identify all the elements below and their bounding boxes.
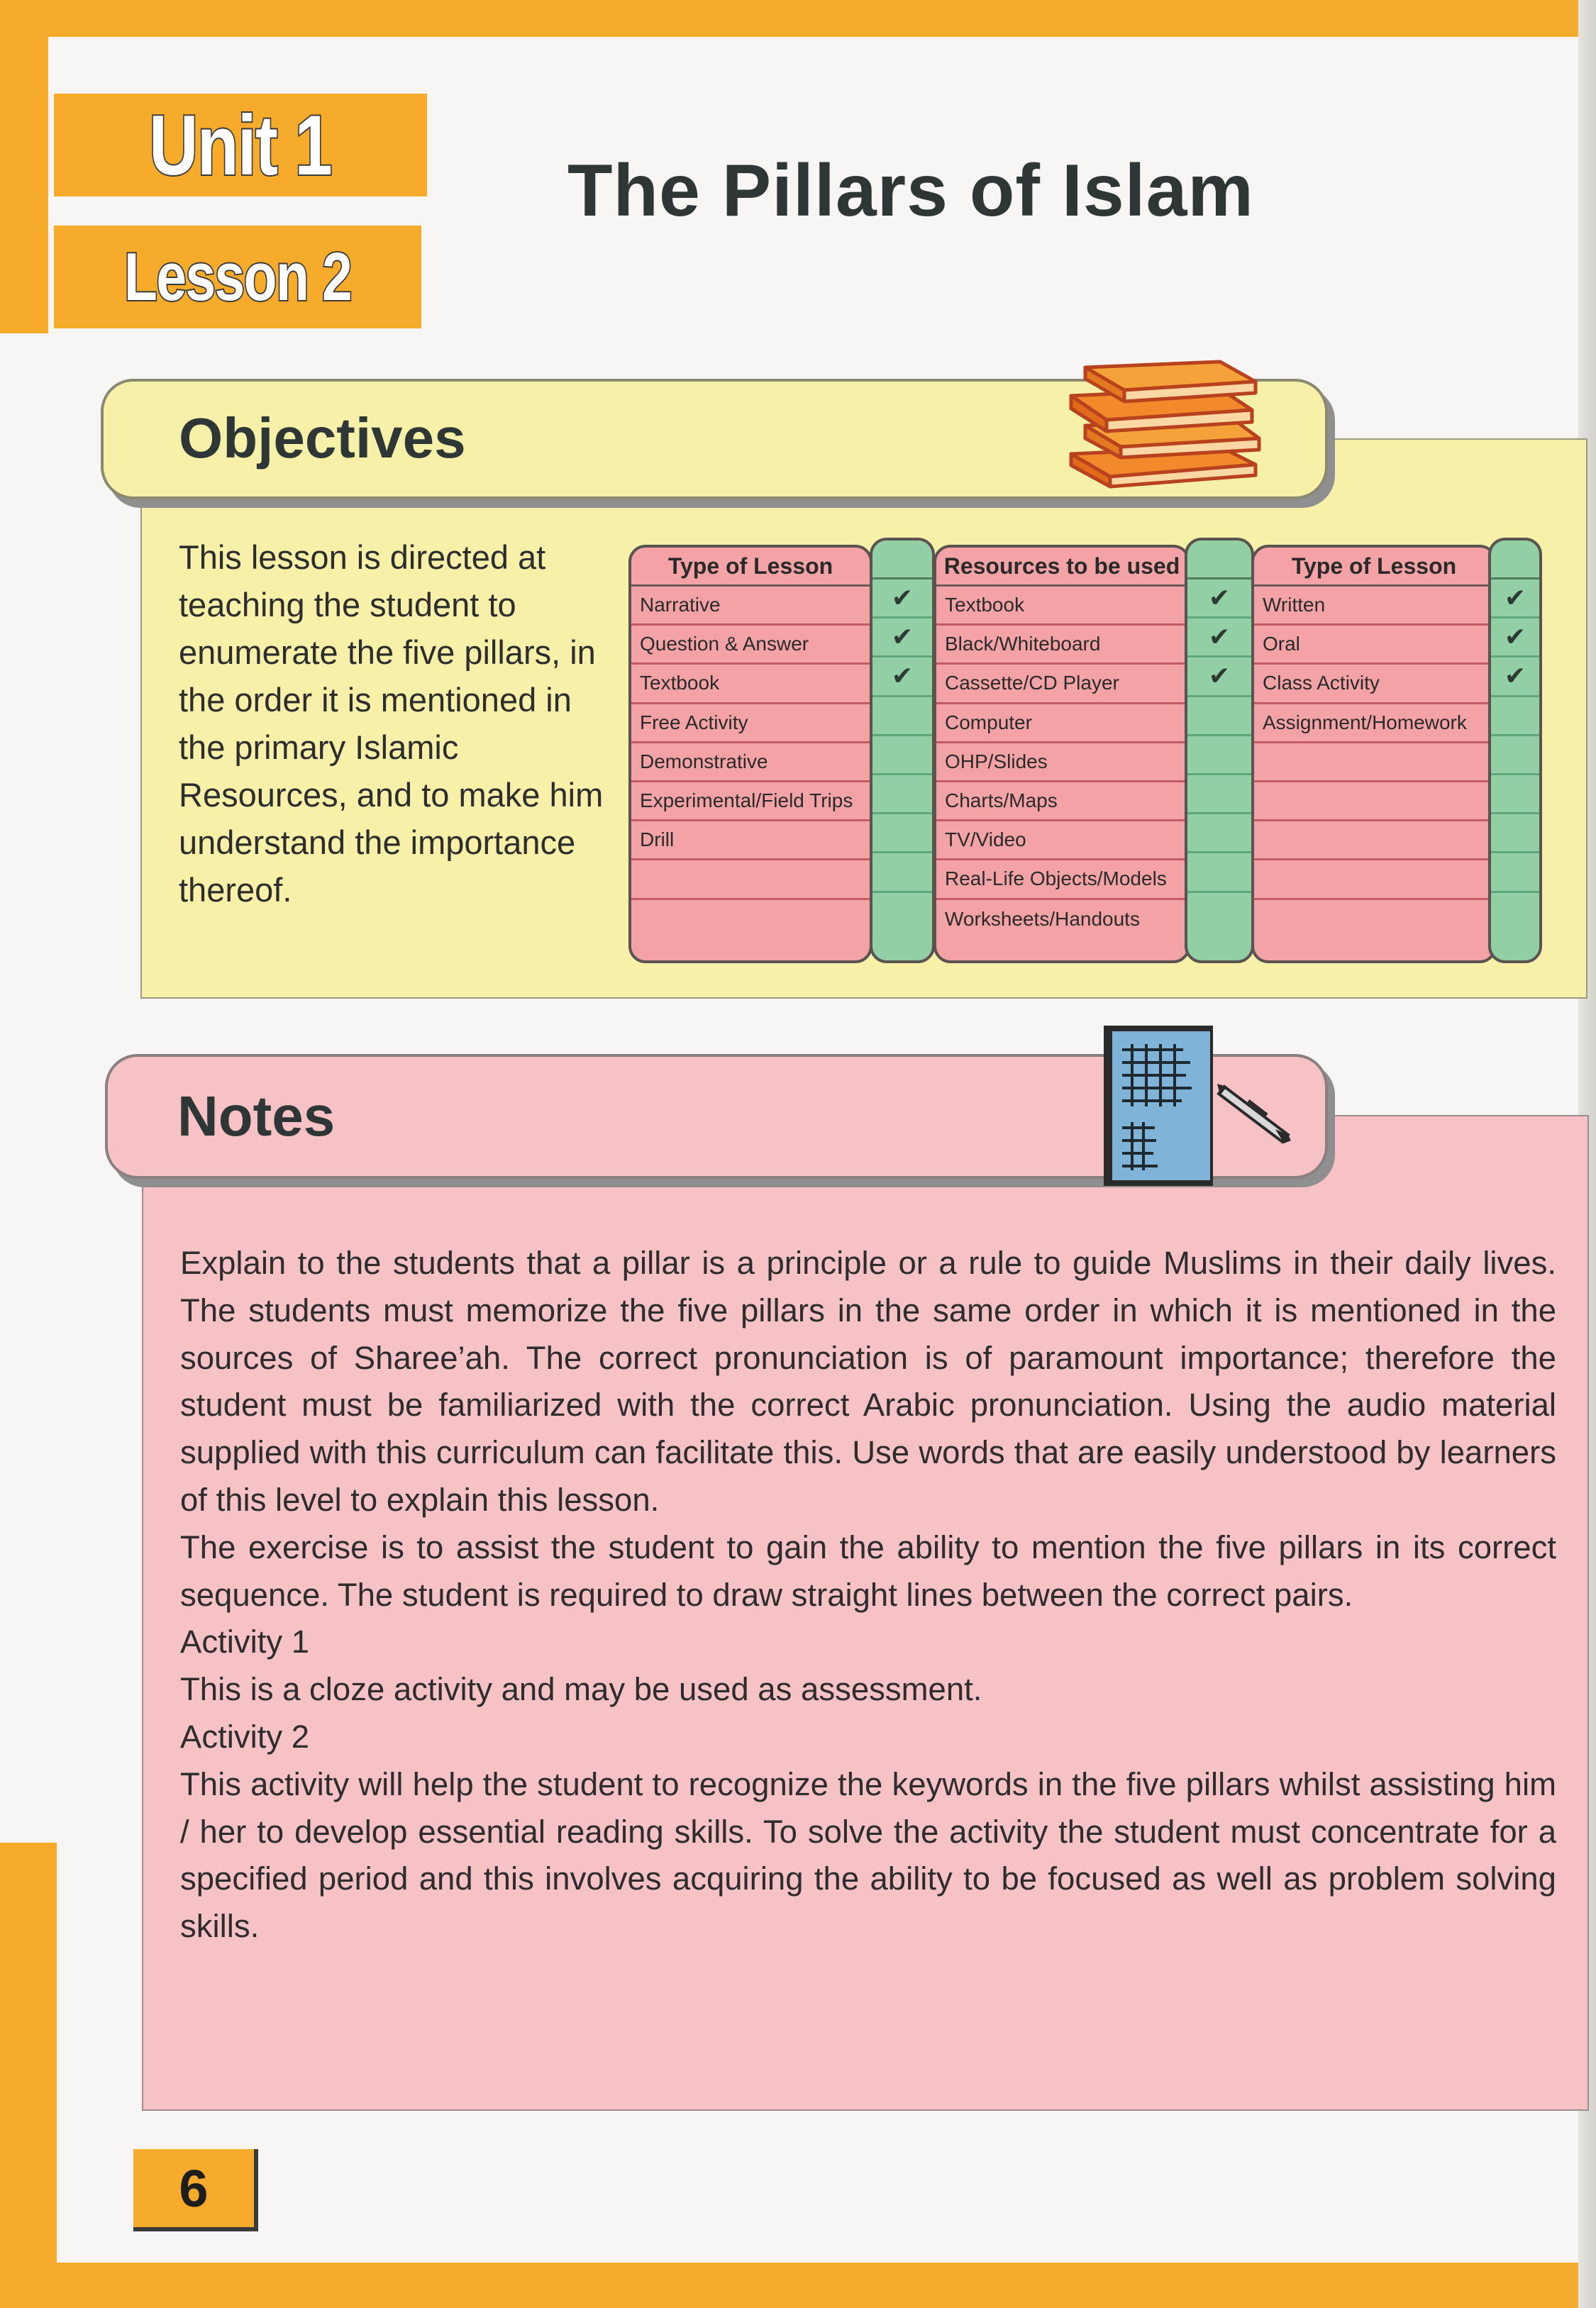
table-row: Oral (1254, 626, 1494, 665)
table-row: Demonstrative (631, 743, 870, 782)
check-cell (1187, 814, 1251, 853)
lesson-format-check-column (1488, 538, 1542, 963)
checkmark-icon: ✔ (891, 583, 914, 613)
top-border-band (0, 0, 1596, 37)
check-cell (1187, 853, 1251, 892)
unit-tab (54, 94, 427, 196)
notes-paragraph: This is a cloze activity and may be used as assessment. (180, 1671, 982, 1708)
unit-label: Unit 1 (149, 97, 332, 193)
table-header: Resources to be used (936, 548, 1187, 587)
check-cell (1491, 618, 1539, 658)
check-column-header (1491, 540, 1539, 579)
lesson-tab (54, 226, 421, 328)
table-row: Black/Whiteboard (936, 626, 1187, 665)
table-row: Charts/Maps (936, 782, 1187, 821)
check-cell (1491, 893, 1539, 932)
table-row: Experimental/Field Trips (631, 782, 870, 821)
table-header: Type of Lesson (631, 548, 870, 587)
table-row (1254, 743, 1494, 782)
table-row: Assignment/Homework (1254, 704, 1494, 743)
table-row: Free Activity (631, 704, 870, 743)
check-cell (872, 814, 932, 853)
check-cell (872, 618, 932, 658)
check-column-header (872, 540, 932, 579)
notes-paragraph: This activity will help the student to recognize the keywords in the five pillars whilst assisting him / her to develop essential reading skills. To solve the activity the student must concentrate for a specified period and this involves acquiring the ability to be focused as well as problem solving skills. (180, 1765, 1556, 1945)
check-cell (1187, 618, 1251, 658)
check-cell (872, 697, 932, 736)
table-row: Worksheets/Handouts (945, 908, 1140, 931)
books-stack-icon (1043, 355, 1270, 489)
objectives-heading: Objectives (179, 406, 466, 470)
bottom-border-band (0, 2263, 1596, 2308)
check-cell (1491, 775, 1539, 814)
check-cell (1187, 736, 1251, 775)
check-cell (1491, 853, 1539, 892)
check-cell (872, 658, 932, 697)
table-row: Written (1254, 587, 1494, 626)
checkmark-icon: ✔ (891, 622, 914, 652)
table-row: Real-Life Objects/Models (936, 860, 1187, 899)
notes-paragraph: The exercise is to assist the student to gain the ability to mention the five pillars in its correct sequence. The student is required to draw straight lines between the correct pairs. (180, 1529, 1556, 1613)
check-column-header (1187, 540, 1251, 579)
notes-heading: Notes (177, 1084, 336, 1148)
check-cell (1187, 775, 1251, 814)
checkmark-icon: ✔ (1504, 661, 1526, 691)
objectives-text: This lesson is directed at teaching the student to enumerate the five pillars, in the order it is mentioned in the primary Islamic Resources, and to make him understand the importance thereof. (179, 538, 604, 909)
table-row (1254, 821, 1494, 860)
type-of-lesson-table (628, 545, 872, 963)
page-number: 6 (179, 2158, 209, 2218)
check-cell (1491, 814, 1539, 853)
table-row (1254, 860, 1494, 899)
left-border-band-bottom (0, 1843, 57, 2308)
table-row: Question & Answer (631, 626, 870, 665)
check-cell (1187, 893, 1251, 932)
checkmark-icon: ✔ (891, 661, 914, 691)
table-row: Textbook (936, 587, 1187, 626)
table-row: Computer (936, 704, 1187, 743)
checkmark-icon: ✔ (1504, 622, 1526, 652)
page-number-box (133, 2149, 258, 2231)
lesson-label: Lesson 2 (123, 238, 352, 315)
table-row: Textbook (631, 665, 870, 704)
table-row: TV/Video (936, 821, 1187, 860)
check-cell (1187, 697, 1251, 736)
checkmark-icon: ✔ (1208, 583, 1231, 613)
notes-paragraph: Explain to the students that a pillar is a principle or a rule to guide Muslims in their daily lives. The students must memorize the five pillars in the same order in which it is mentioned in the sources of Sharee’ah. The correct pronunciation is of paramount importance; therefore the student must be familiarized with the correct Arabic pronunciation. Using the audio material supplied with this curriculum can facilitate this. Use words that are easily understood by learners of this level to explain this lesson. (180, 1245, 1556, 1518)
type-of-lesson-check-column (870, 538, 935, 963)
table-header: Type of Lesson (1254, 548, 1494, 587)
table-row: OHP/Slides (936, 743, 1187, 782)
checkmark-icon: ✔ (1504, 583, 1526, 613)
check-cell (872, 893, 932, 932)
table-row: Class Activity (1254, 665, 1494, 704)
checkmark-icon: ✔ (1208, 661, 1231, 691)
checkmark-icon: ✔ (1208, 622, 1231, 652)
check-cell (1187, 579, 1251, 618)
check-cell (1491, 658, 1539, 697)
activity-2-heading: Activity 2 (180, 1718, 310, 1755)
page-title: The Pillars of Islam (567, 150, 1254, 232)
lesson-format-table (1251, 545, 1497, 963)
check-cell (872, 579, 932, 618)
table-row: Cassette/CD Player (936, 665, 1187, 704)
notes-text (180, 1240, 1556, 1951)
resources-table (933, 545, 1190, 963)
check-cell (1491, 736, 1539, 775)
notebook-pen-icon (1098, 1021, 1304, 1192)
table-row: Drill (631, 821, 870, 860)
table-row (1254, 782, 1494, 821)
check-cell (1491, 697, 1539, 736)
check-cell (872, 736, 932, 775)
table-row (631, 860, 870, 899)
table-row (1254, 900, 1494, 939)
check-cell (1491, 579, 1539, 618)
table-row: Narrative (631, 587, 870, 626)
check-cell (872, 775, 932, 814)
left-border-band-top (0, 0, 48, 333)
table-row (631, 900, 870, 939)
check-cell (1187, 658, 1251, 697)
check-cell (872, 853, 932, 892)
resources-check-column (1185, 538, 1254, 963)
activity-1-heading: Activity 1 (180, 1624, 310, 1660)
